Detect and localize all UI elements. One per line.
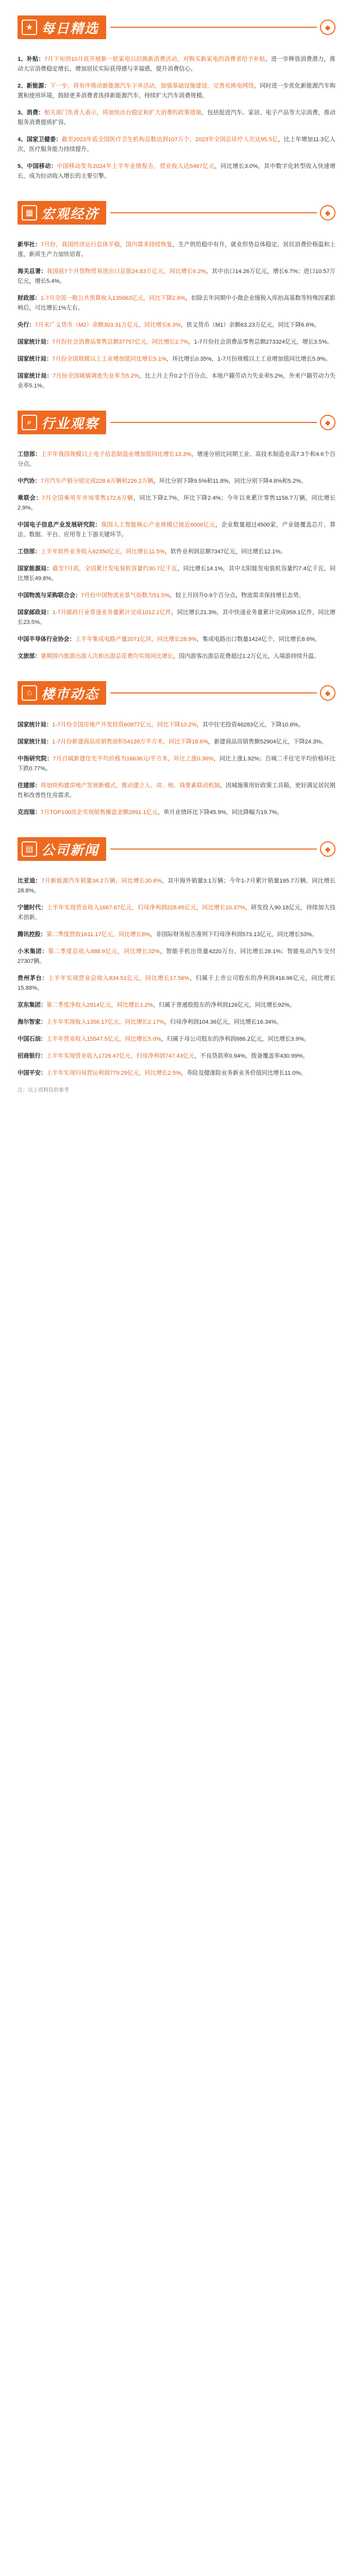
news-item xyxy=(18,108,335,128)
search-icon: ⌕ xyxy=(22,415,37,430)
news-body: ，同时进一步优化新能源汽车购置和使用环境，鼓励更多消费者选择新能源汽车，持续扩大汽车消费规模。 xyxy=(18,83,335,99)
chart-icon: ▦ xyxy=(22,205,37,221)
news-body: ，环比增长0.35%，1-7月份规模以上工业增加值同比增长5.9%。 xyxy=(166,356,331,362)
news-body: ，寿险及健康险业务新业务价值同比增长11.0%。 xyxy=(181,1070,307,1076)
news-item xyxy=(18,564,335,584)
section-divider xyxy=(110,212,317,213)
news-source: 克而瑞： xyxy=(18,809,41,816)
section-header xyxy=(18,9,335,45)
news-body: ，研发投入90.18亿元，持续加大技术创新。 xyxy=(18,905,335,921)
news-highlight: 上半年集成电路产量2071亿块，同比增长28.9% xyxy=(75,636,197,642)
news-body: ，环比分别下降9.5%和11.8%，同比分别下降4.8%和5.2%。 xyxy=(153,478,307,484)
news-item xyxy=(18,547,335,557)
news-body: ，其中出口14.26万亿元，增长6.7%；进口10.57万亿元，增长5.4%。 xyxy=(18,268,335,284)
news-source: 国家能源局： xyxy=(18,566,53,572)
news-body: ，因城施策用好政策工具箱，更好满足居民刚性和改善性住房需求。 xyxy=(18,783,335,799)
news-item xyxy=(18,162,335,181)
news-item xyxy=(18,652,335,662)
news-highlight: 中国移动发布2024年上半年业绩报告，营业收入达5467亿元 xyxy=(57,163,215,170)
news-source: 中汽协： xyxy=(18,478,41,484)
news-body: ，比上年增加11.3亿人次，医疗服务能力持续提升。 xyxy=(18,137,335,152)
decoration-icon: ◆ xyxy=(320,841,335,857)
news-highlight: 我国前7个月货物贸易进出口总值24.83万亿元，同比增长6.2% xyxy=(46,268,206,275)
news-body: ，非国际财务报告准则下归母净利润573.13亿元，同比增长53%。 xyxy=(150,931,318,938)
section-title: 每日精选 xyxy=(41,20,99,36)
news-source: 国家统计局： xyxy=(18,356,53,362)
star-icon: ★ xyxy=(22,20,37,35)
news-body: ，同比上涨1.92%；百城二手住宅平均价格环比下跌0.77%。 xyxy=(18,756,335,772)
news-source: 国家统计局： xyxy=(18,739,53,745)
news-highlight: 1-7月邮政行业寄递业务量累计完成1012.1亿件 xyxy=(52,609,172,616)
news-item xyxy=(18,81,335,101)
news-item xyxy=(18,354,335,364)
news-body: ，扣除去年同期中小微企业缓税入库抬高基数等特殊因素影响后，可比增长1%左右。 xyxy=(18,295,335,311)
section-tag xyxy=(18,15,106,39)
news-source: 中指研究院： xyxy=(18,756,53,762)
news-item xyxy=(18,947,335,967)
news-body: ，狭义货币（M1）余额63.23万亿元，同比下降6.6%。 xyxy=(180,322,320,328)
news-source: 招商银行： xyxy=(18,1053,46,1059)
news-highlight: 上半年软件业务收入62350亿元，同比增长11.5% xyxy=(40,549,165,555)
page xyxy=(0,0,353,1114)
news-source: 京东集团： xyxy=(18,1002,46,1008)
news-highlight: 7月汽车产销分别完成228.6万辆和226.2万辆 xyxy=(40,478,154,484)
news-source: 1、补贴： xyxy=(18,56,44,62)
news-item xyxy=(18,294,335,313)
news-source: 小米集团： xyxy=(18,948,48,955)
news-source: 中国电子信息产业发展研究院： xyxy=(18,522,101,528)
news-item xyxy=(18,591,335,601)
news-highlight: 7月份全国规模以上工业增加值同比增长5.1% xyxy=(52,356,167,362)
section-header xyxy=(18,404,335,440)
news-body: ，国内游客出游总花费超过1.2万亿元，入境游持续升温。 xyxy=(173,653,320,659)
news-body: ，归母净利润104.36亿元，同比增长16.34%。 xyxy=(164,1019,282,1025)
news-highlight: 暑期国内旅游出游人次和出游总花费均实现同比增长 xyxy=(40,653,174,659)
news-source: 中国物流与采购联合会： xyxy=(18,592,81,599)
news-highlight: 截至2023年底全国医疗卫生机构总数达到107万个，2023年全国总诊疗人次达95.5亿 xyxy=(61,137,278,143)
news-body: ，归属于普通股股东的净利润126亿元，同比增长92%。 xyxy=(153,1002,295,1008)
news-item xyxy=(18,635,335,645)
section-divider xyxy=(110,422,317,423)
news-source: 工信部： xyxy=(18,549,41,555)
news-highlight: 第二季度净收入2914亿元，同比增长1.2% xyxy=(46,1002,153,1008)
news-body: ，智能手机出货量4220万台，同比增长28.1%；智能电动汽车交付27307辆。 xyxy=(18,948,335,964)
news-highlight: 7月末广义货币（M2）余额303.31万亿元，同比增长6.3% xyxy=(35,322,181,328)
news-source: 国家统计局： xyxy=(18,373,53,379)
news-body: ，集成电路出口数量1424亿个，同比增长8.6%。 xyxy=(196,636,321,642)
news-highlight: 7月份，我国经济运行总体平稳，国内需求持续恢复 xyxy=(41,242,173,248)
news-body: ，软件业利润总额7347亿元，同比增长12.1%。 xyxy=(164,549,287,555)
news-highlight: 7月新能源汽车销量34.2万辆，同比增长30.6% xyxy=(41,878,162,884)
news-body: ，包括促进汽车、家居、电子产品等大宗消费，推动服务消费提质扩容。 xyxy=(18,110,335,126)
section-header xyxy=(18,675,335,711)
news-highlight: 上半年实现收入1356.17亿元，同比增长2.17% xyxy=(46,1019,164,1025)
decoration-icon: ◆ xyxy=(320,20,335,35)
section-title: 行业观察 xyxy=(41,415,99,431)
section-tag xyxy=(18,837,106,861)
news-source: 4、国家卫健委： xyxy=(18,137,62,143)
news-highlight: 1-7月全国一般公共预算收入135663亿元，同比下降2.6% xyxy=(40,295,186,301)
news-body: ，归属于母公司股东的净利润886.2亿元，同比增长3.9%。 xyxy=(161,1036,310,1042)
news-source: 中国半导体行业协会： xyxy=(18,636,75,642)
news-source: 央行： xyxy=(18,322,35,328)
section-tag xyxy=(18,411,106,434)
news-source: 腾讯控股： xyxy=(18,931,46,938)
news-body: ，不良贷款率0.94%，拨备覆盖率430.99%。 xyxy=(194,1053,309,1059)
news-item xyxy=(18,737,335,747)
news-highlight: 7月TOP100房企实现销售操盘金额2691.1亿元 xyxy=(40,809,158,816)
news-body: ，进一步释放消费潜力，推动大宗消费稳定增长，增加居民实际获得感与幸福感，提升消费信心。 xyxy=(18,56,335,72)
news-source: 乘联会： xyxy=(18,495,42,501)
news-body: ，归属于上市公司股东的净利润416.96亿元，同比增长15.88%。 xyxy=(18,975,335,991)
news-item xyxy=(18,720,335,730)
news-body: ，较上月回升0.9个百分点，物流需求保持增长态势。 xyxy=(170,592,305,599)
news-item xyxy=(18,1052,335,1061)
news-highlight: 上半年实现营业总收入834.51亿元，同比增长17.56% xyxy=(48,975,190,981)
news-body: ，同比增长21.3%，其中快递业务量累计完成959.1亿件，同比增长23.5%。 xyxy=(18,609,335,625)
news-item xyxy=(18,1035,335,1044)
section-divider xyxy=(110,27,317,28)
news-item xyxy=(18,974,335,993)
news-item xyxy=(18,781,335,801)
news-body: ，生产供给稳中有升，就业形势总体稳定，居民消费价格温和上涨，新质生产力加快培育。 xyxy=(18,242,335,258)
news-item xyxy=(18,320,335,330)
news-highlight: 第二季度总收入888.9亿元，同比增长32% xyxy=(48,948,160,955)
news-item xyxy=(18,240,335,260)
news-highlight: 7月份中国物流业景气指数为51.5% xyxy=(81,592,170,599)
section-title: 楼市动态 xyxy=(41,686,99,702)
news-highlight: 上半年实现营业收入1667.67亿元，归母净利润228.65亿元，同比增长10.37% xyxy=(46,905,245,911)
news-highlight: 1-7月份全国房地产开发投资60877亿元，同比下降10.2% xyxy=(52,722,197,728)
decoration-icon: ◆ xyxy=(320,685,335,701)
news-highlight: 下一步，将有序推动新能源汽车下乡活动，加强基础设施建设，完善充换电网络 xyxy=(49,83,254,89)
news-item xyxy=(18,267,335,286)
news-item xyxy=(18,1001,335,1010)
section-title: 宏观经济 xyxy=(41,206,99,222)
decoration-icon: ◆ xyxy=(320,415,335,430)
section-header xyxy=(18,195,335,231)
section-tag xyxy=(18,201,106,225)
news-body: ，单月业绩环比下降45.9%，同比降幅为19.7%。 xyxy=(158,809,283,816)
news-source: 5、中国移动： xyxy=(18,163,57,170)
news-source: 国家统计局： xyxy=(18,722,53,728)
news-source: 中国石油： xyxy=(18,1036,46,1042)
news-highlight: 7月份全国城镇调查失业率为5.2% xyxy=(52,373,139,379)
building-icon: ▤ xyxy=(22,841,37,857)
news-source: 工信部： xyxy=(18,451,41,457)
news-highlight: 我国人工智能核心产业规模已接近6000亿元 xyxy=(100,522,215,528)
news-body: ，同比下降2.7%，环比下降2.4%；今年以来累计零售1156.7万辆，同比增长2.9%。 xyxy=(18,495,336,511)
news-body: ，其中海外销量3.1万辆；今年1-7月累计销量195.7万辆，同比增长28.8%。 xyxy=(18,878,335,894)
news-body: ，其中住宅投资46283亿元，下降10.6%。 xyxy=(196,722,304,728)
news-body: ，同比增长14.1%，其中太阳能发电装机容量约7.4亿千瓦，同比增长49.8%。 xyxy=(18,566,335,582)
news-body: ，新建商品房销售额52904亿元，下降24.3%。 xyxy=(208,739,327,745)
news-source: 2、新能源： xyxy=(18,83,50,89)
news-source: 中国平安： xyxy=(18,1070,46,1076)
news-body: ，同比增长3.0%，其中数字化转型收入快速增长，成为拉动收入增长的主要引擎。 xyxy=(18,163,335,179)
section-divider xyxy=(110,849,317,850)
footer-note: 注：以上资料仅供参考 xyxy=(18,1088,69,1093)
news-source: 海尔智家： xyxy=(18,1019,46,1025)
news-item xyxy=(18,876,335,896)
news-source: 文旅部： xyxy=(18,653,41,659)
news-source: 住建部： xyxy=(18,783,41,789)
news-highlight: 将加快构建房地产发展新模式，推动建立人、房、地、钱要素联动机制 xyxy=(40,783,220,789)
news-highlight: 7月下旬到10月底开展新一轮家电以旧换新消费活动，对购买新家电的消费者给予补贴 xyxy=(44,56,265,62)
news-highlight: 相关部门负责人表示，将加快出台稳定和扩大消费的政策措施 xyxy=(44,110,201,116)
news-source: 3、消费： xyxy=(18,110,44,116)
news-item xyxy=(18,808,335,818)
news-source: 海关总署： xyxy=(18,268,47,275)
news-highlight: 7月百城新建住宅平均价格为16636元/平方米，环比上涨0.36% xyxy=(53,756,214,762)
news-highlight: 1-7月份新建商品房销售面积54139万平方米，同比下降18.6% xyxy=(52,739,208,745)
section-header xyxy=(18,831,335,867)
news-item xyxy=(18,477,335,486)
news-source: 财政部： xyxy=(18,295,41,301)
news-item xyxy=(18,371,335,391)
news-item xyxy=(18,520,335,540)
section-divider xyxy=(110,692,317,693)
news-body: ，1-7月份社会消费品零售总额273324亿元，增长3.5%。 xyxy=(188,339,333,345)
news-highlight: 上半年营业收入15547.5亿元，同比增长5.0% xyxy=(46,1036,161,1042)
news-body: ，企业数量超过4500家，产业链覆盖芯片、算法、数据、平台、应用等上下游关键环节。 xyxy=(18,522,336,538)
section-title: 公司新闻 xyxy=(41,842,99,858)
section-tag xyxy=(18,681,106,705)
news-source: 国家统计局： xyxy=(18,339,53,345)
news-highlight: 截至7月底，全国累计发电装机容量约30.7亿千瓦 xyxy=(52,566,178,572)
news-body: ，比上月上升0.2个百分点，本地户籍劳动力失业率5.2%，外来户籍劳动力失业率5.1%。 xyxy=(18,373,335,389)
news-source: 贵州茅台： xyxy=(18,975,48,981)
news-item xyxy=(18,55,335,74)
news-highlight: 上半年实现归母营运利润779.29亿元，同比增长2.5% xyxy=(46,1070,181,1076)
news-source: 新华社： xyxy=(18,242,41,248)
news-body: ，增速分别比同期工业、高技术制造业高7.3个和4.6个百分点。 xyxy=(18,451,335,467)
news-source: 国家邮政局： xyxy=(18,609,53,616)
news-highlight: 7月份社会消费品零售总额37757亿元，同比增长2.7% xyxy=(52,339,189,345)
news-item xyxy=(18,754,335,774)
news-item xyxy=(18,1069,335,1078)
news-item xyxy=(18,337,335,347)
news-highlight: 上半年实现营业收入1729.47亿元，归母净利润747.43亿元 xyxy=(46,1053,195,1059)
news-item xyxy=(18,608,335,628)
news-item xyxy=(18,930,335,940)
home-icon: ⌂ xyxy=(22,685,37,701)
news-source: 宁德时代： xyxy=(18,905,47,911)
news-item xyxy=(18,450,335,469)
news-highlight: 第二季度营收1611.17亿元，同比增长8% xyxy=(46,931,150,938)
news-highlight: 7月全国乘用车市场零售172.6万辆 xyxy=(42,495,133,501)
news-item xyxy=(18,903,335,923)
news-highlight: 上半年我国规模以上电子信息制造业增加值同比增长13.3% xyxy=(41,451,191,457)
news-item xyxy=(18,1018,335,1027)
news-item xyxy=(18,135,335,155)
news-source: 比亚迪： xyxy=(18,878,42,884)
decoration-icon: ◆ xyxy=(320,205,335,221)
news-item xyxy=(18,494,335,513)
